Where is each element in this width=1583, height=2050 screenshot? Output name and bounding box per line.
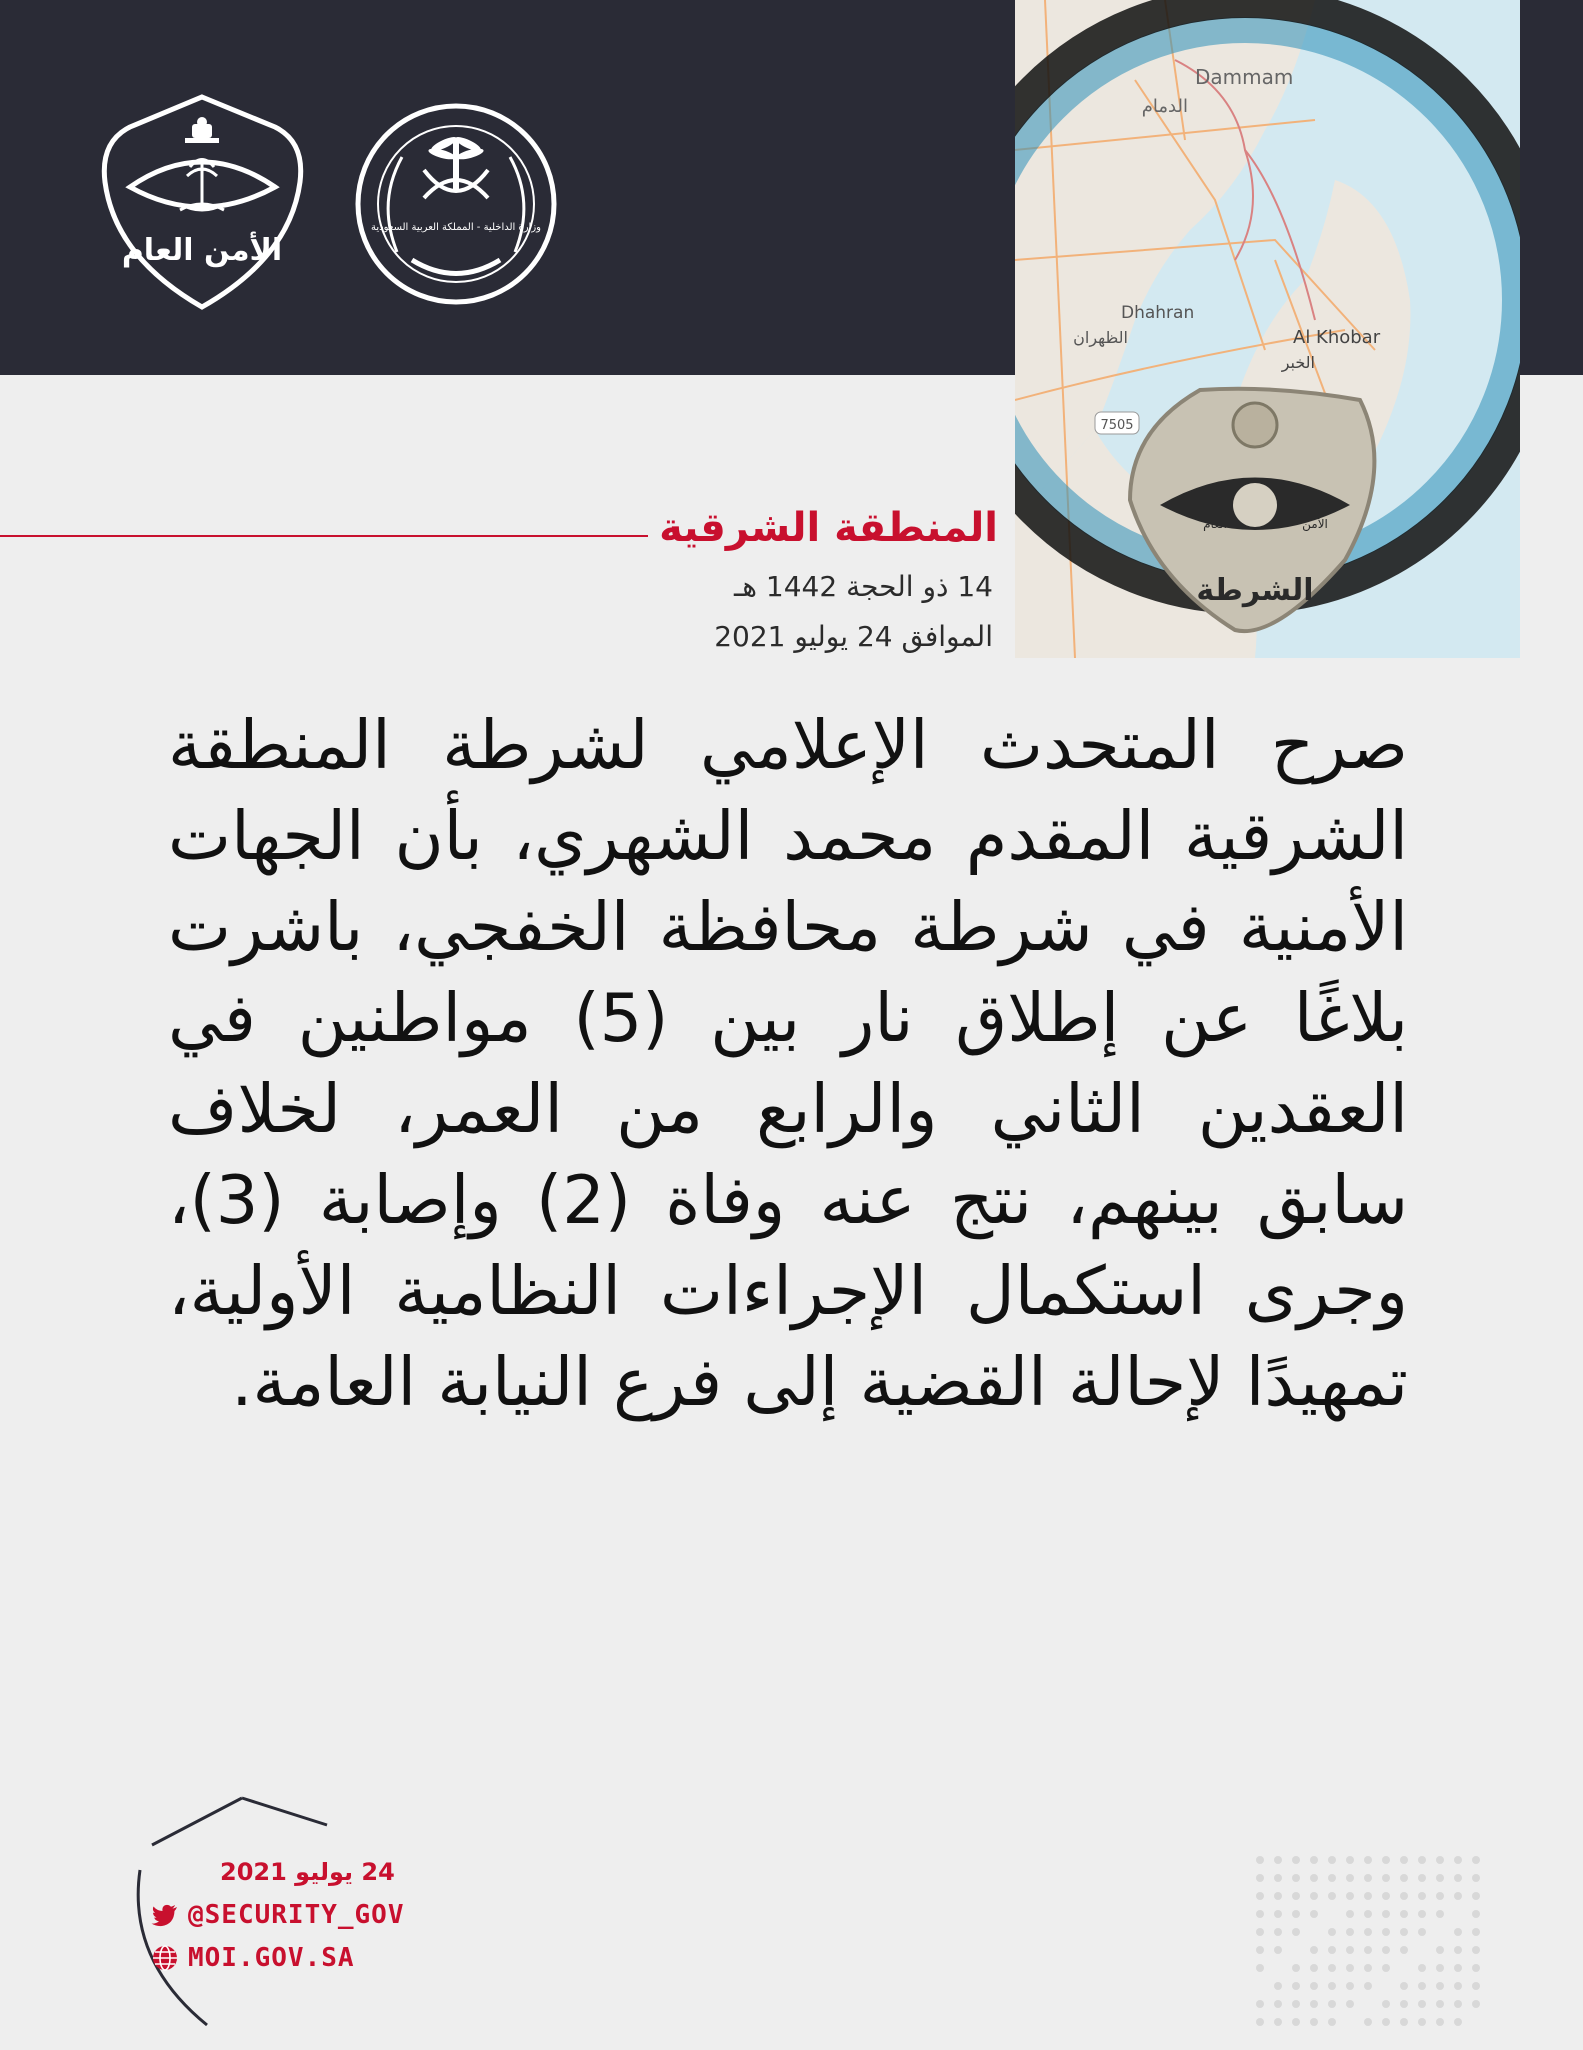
pattern-dot xyxy=(1328,2000,1336,2008)
pattern-dot xyxy=(1364,1874,1372,1882)
pattern-dot xyxy=(1382,1964,1390,1972)
pattern-dot xyxy=(1418,1910,1426,1918)
pattern-dot xyxy=(1382,2018,1390,2026)
pattern-dot xyxy=(1400,1928,1408,1936)
pattern-dot xyxy=(1400,1874,1408,1882)
pattern-dot xyxy=(1292,2018,1300,2026)
pattern-dot xyxy=(1310,1856,1318,1864)
pattern-dot xyxy=(1310,1874,1318,1882)
map-label-dammam-ar: الدمام xyxy=(1141,96,1188,117)
pattern-dot xyxy=(1400,1982,1408,1990)
pattern-dot xyxy=(1364,2018,1372,2026)
pattern-dot xyxy=(1274,1856,1282,1864)
pattern-dot xyxy=(1346,1856,1354,1864)
pattern-dot xyxy=(1256,1892,1264,1900)
public-security-logo xyxy=(95,92,310,312)
title-rule xyxy=(0,535,648,537)
security-logo-text: الأمن العام xyxy=(121,233,283,268)
pattern-dot xyxy=(1364,1928,1372,1936)
pattern-dot xyxy=(1364,1946,1372,1954)
pattern-dot xyxy=(1346,2000,1354,2008)
pattern-dot xyxy=(1274,2000,1282,2008)
pattern-dot xyxy=(1328,1874,1336,1882)
pattern-dot xyxy=(1346,1982,1354,1990)
pattern-dot xyxy=(1400,2018,1408,2026)
pattern-dot xyxy=(1364,1892,1372,1900)
pattern-dot xyxy=(1310,1892,1318,1900)
pattern-dot xyxy=(1472,1928,1480,1936)
pattern-dot xyxy=(1436,1910,1444,1918)
pattern-dot xyxy=(1400,1856,1408,1864)
pattern-dot xyxy=(1364,1856,1372,1864)
pattern-dot xyxy=(1292,1982,1300,1990)
pattern-dot xyxy=(1454,1982,1462,1990)
pattern-dot xyxy=(1436,2018,1444,2026)
pattern-dot xyxy=(1292,1874,1300,1882)
pattern-dot xyxy=(1346,1946,1354,1954)
pattern-dot xyxy=(1274,1892,1282,1900)
pattern-dot xyxy=(1454,1874,1462,1882)
pattern-dot xyxy=(1346,1964,1354,1972)
pattern-dot xyxy=(1274,1874,1282,1882)
badge-text-left: العام xyxy=(1203,517,1227,531)
pattern-dot xyxy=(1418,1982,1426,1990)
website-link[interactable]: MOI.GOV.SA xyxy=(188,1943,355,1973)
pattern-dot xyxy=(1256,1928,1264,1936)
pattern-dot xyxy=(1400,1946,1408,1954)
pattern-dot xyxy=(1346,1892,1354,1900)
pattern-dot xyxy=(1382,2000,1390,2008)
pattern-dot xyxy=(1256,2000,1264,2008)
pattern-dot xyxy=(1256,1910,1264,1918)
pattern-dot xyxy=(1382,1910,1390,1918)
pattern-dot xyxy=(1436,1946,1444,1954)
pattern-dot xyxy=(1292,1910,1300,1918)
pattern-dot xyxy=(1472,1982,1480,1990)
pattern-dot xyxy=(1364,1964,1372,1972)
pattern-dot xyxy=(1472,1910,1480,1918)
pattern-dot xyxy=(1454,1892,1462,1900)
pattern-dot xyxy=(1310,2000,1318,2008)
pattern-dot xyxy=(1382,1946,1390,1954)
pattern-dot xyxy=(1418,2000,1426,2008)
pattern-dot xyxy=(1256,1964,1264,1972)
pattern-dot xyxy=(1328,1856,1336,1864)
twitter-handle[interactable]: @SECURITY_GOV xyxy=(188,1900,405,1930)
pattern-dot xyxy=(1418,1928,1426,1936)
pattern-dot xyxy=(1418,1892,1426,1900)
pattern-dot xyxy=(1292,1892,1300,1900)
pattern-dot xyxy=(1382,1928,1390,1936)
pattern-dot xyxy=(1292,1856,1300,1864)
pattern-dot xyxy=(1400,1892,1408,1900)
pattern-dot xyxy=(1256,1946,1264,1954)
pattern-dot xyxy=(1418,1856,1426,1864)
pattern-dot xyxy=(1310,1964,1318,1972)
pattern-dot xyxy=(1274,1928,1282,1936)
pattern-dot xyxy=(1310,2018,1318,2026)
pattern-dot xyxy=(1436,1856,1444,1864)
website-row[interactable] xyxy=(150,1940,355,1976)
ministry-logo-text: وزارة الداخلية - المملكة العربية السعودية xyxy=(371,222,541,233)
road-number: 7505 xyxy=(1100,418,1134,433)
pattern-dot xyxy=(1256,1856,1264,1864)
statement-body: صرح المتحدث الإعلامي لشرطة المنطقة الشرقية المقدم محمد الشهري، بأن الجهات الأمنية في شرطة محافظة الخفجي، باشرت بلاغًا عن إطلاق نار بين (5) مواطنين في العقدين الثاني والرابع من العمر، لخلاف سابق بينهم، نتج عنه وفاة (2) وإصابة (3)، وجرى استكمال الإجراءات النظامية الأولية، تمهيدًا لإحالة القضية إلى فرع النيابة العامة. xyxy=(168,706,1409,1421)
pattern-dot xyxy=(1292,1964,1300,1972)
map-label-dammam-en: Dammam xyxy=(1195,65,1294,89)
pattern-dot xyxy=(1346,1910,1354,1918)
pattern-dot xyxy=(1472,1892,1480,1900)
pattern-dot xyxy=(1382,1892,1390,1900)
pattern-dot xyxy=(1454,1928,1462,1936)
pattern-dot xyxy=(1256,1874,1264,1882)
pattern-dot xyxy=(1472,1946,1480,1954)
pattern-dot xyxy=(1418,1874,1426,1882)
pattern-dot xyxy=(1256,2018,1264,2026)
pattern-dot xyxy=(1436,1892,1444,1900)
pattern-dot xyxy=(1274,1910,1282,1918)
pattern-dot xyxy=(1382,1874,1390,1882)
pattern-dot xyxy=(1472,2000,1480,2008)
pattern-dot xyxy=(1310,1946,1318,1954)
date-hijri: 14 ذو الحجة 1442 هـ xyxy=(734,570,993,603)
pattern-dot xyxy=(1454,1964,1462,1972)
pattern-dot xyxy=(1400,1910,1408,1918)
map-label-khobar-ar: الخبر xyxy=(1281,353,1315,372)
pattern-dot xyxy=(1454,2018,1462,2026)
decorative-dot-pattern xyxy=(1250,1850,1500,2050)
pattern-dot xyxy=(1436,1982,1444,1990)
pattern-dot xyxy=(1328,1946,1336,1954)
pattern-dot xyxy=(1436,2000,1444,2008)
pattern-dot xyxy=(1454,2000,1462,2008)
pattern-dot xyxy=(1436,1874,1444,1882)
pattern-dot xyxy=(1310,1982,1318,1990)
pattern-dot xyxy=(1472,1856,1480,1864)
region-title: المنطقة الشرقية xyxy=(659,505,998,551)
pattern-dot xyxy=(1418,1964,1426,1972)
pattern-dot xyxy=(1310,1910,1318,1918)
pattern-dot xyxy=(1274,1946,1282,1954)
badge-text-right: الأمن xyxy=(1302,517,1328,531)
pattern-dot xyxy=(1328,1892,1336,1900)
map-label-dhahran-en: Dhahran xyxy=(1121,303,1195,323)
twitter-icon xyxy=(150,1900,180,1930)
map-label-khobar-en: Al Khobar xyxy=(1293,327,1381,348)
pattern-dot xyxy=(1274,1982,1282,1990)
pattern-dot xyxy=(1454,1856,1462,1864)
pattern-dot xyxy=(1346,1874,1354,1882)
pattern-dot xyxy=(1364,1982,1372,1990)
pattern-dot xyxy=(1436,1964,1444,1972)
pattern-dot xyxy=(1328,2018,1336,2026)
pattern-dot xyxy=(1472,1874,1480,1882)
pattern-dot xyxy=(1292,1928,1300,1936)
badge-text-bottom: الشرطة xyxy=(1196,573,1314,608)
pattern-dot xyxy=(1400,2000,1408,2008)
pattern-dot xyxy=(1454,1946,1462,1954)
pattern-dot xyxy=(1292,2000,1300,2008)
pattern-dot xyxy=(1472,1964,1480,1972)
pattern-dot xyxy=(1418,2018,1426,2026)
map-image xyxy=(1015,0,1520,658)
pattern-dot xyxy=(1328,1964,1336,1972)
date-gregorian: الموافق 24 يوليو 2021 xyxy=(714,620,993,653)
ministry-logo xyxy=(352,102,560,307)
pattern-dot xyxy=(1382,1856,1390,1864)
twitter-handle-row[interactable] xyxy=(150,1897,405,1933)
pattern-dot xyxy=(1364,1910,1372,1918)
globe-icon xyxy=(150,1943,180,1973)
pattern-dot xyxy=(1274,2018,1282,2026)
pattern-dot xyxy=(1346,1928,1354,1936)
footer-date: 24 يوليو 2021 xyxy=(220,1858,395,1886)
pattern-dot xyxy=(1328,1928,1336,1936)
map-label-dhahran-ar: الظهران xyxy=(1073,328,1128,347)
pattern-dot xyxy=(1328,1982,1336,1990)
